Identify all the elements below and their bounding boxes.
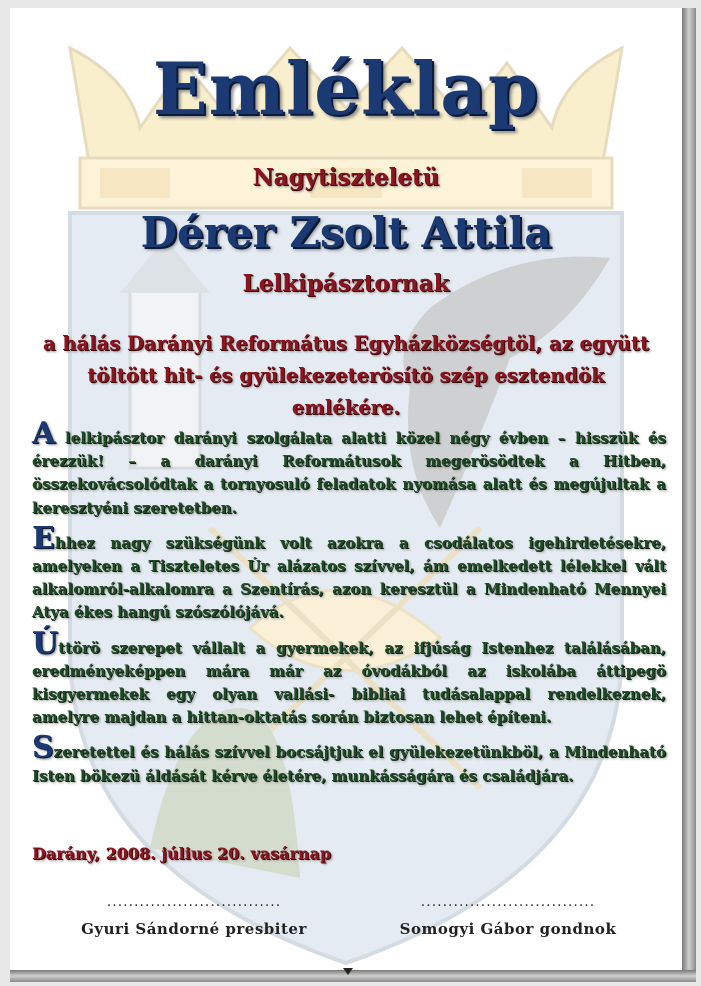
body-paragraph xyxy=(32,730,666,787)
body-paragraph xyxy=(32,625,666,730)
drop-cap: A xyxy=(32,416,56,451)
body-paragraph xyxy=(32,416,666,520)
signatory-right: Somogyi Gábor gondnok xyxy=(399,920,617,938)
signature-line-left: ................................ xyxy=(106,894,282,910)
arrow-down-icon xyxy=(343,968,353,975)
honorific-line: Nagytiszteletü xyxy=(252,164,440,191)
paragraph-text: ttörö szerepet vállalt a gyermekek, az ifjúság Istenhez találásában, eredményeképpen mára már az óvodákból az iskolába áttipegö kisgyermekek egy olyan vallási- bibliai tudásalappal rendelkeznek, amelyre majdan a hittan-oktatás során biztosan lehet építeni. xyxy=(32,638,666,727)
body-paragraph xyxy=(32,520,666,625)
drop-cap: Ú xyxy=(32,625,59,661)
dedication-text: a hálás Darányi Református Egyházközségtöl, az együtt töltött hit- és gyülekezeterösítö szép esztendök emlékére. xyxy=(42,332,650,419)
paragraph-text: hhez nagy szükségünk volt azokra a csodálatos igehirdetésekre, amelyeken a Tiszteletes Úr alázatos szívvel, ám emelkedett lélekkel vált alkalomról-alkalomra a Szentírás, azon keresztül a Mindenható Mennyei Atya ékes hangú szószólójává. xyxy=(32,533,666,622)
drop-cap: E xyxy=(32,520,55,556)
frame-bevel-bottom xyxy=(10,970,696,982)
date-line: Darány, 2008. július 20. vasárnap xyxy=(32,844,332,863)
certificate-title: Emléklap xyxy=(152,46,540,131)
paragraph-text: lelkipásztor darányi szolgálata alatti közel négy évben – hisszük és érezzük! – a darányi Reformátusok megerösödtek a Hitben, összekovácsolódtak a tornyosuló feladatok nyomása alatt és megújultak a keresztyéni szeretetben. xyxy=(32,429,666,517)
recipient-name: Dérer Zsolt Attila xyxy=(140,208,552,257)
frame-bevel-right xyxy=(682,8,696,970)
paragraph-text: zeretettel és hálás szívvel bocsájtjuk el gyülekezetünkböl, a Mindenható Isten bökezü áldását kérve életére, munkásságára és családjára. xyxy=(32,743,666,785)
signature-line-right: ................................ xyxy=(420,894,596,910)
certificate-page xyxy=(10,8,682,970)
signatory-left: Gyuri Sándorné presbiter xyxy=(81,920,307,938)
recipient-role: Lelkipásztornak xyxy=(242,270,450,297)
drop-cap: S xyxy=(32,730,54,766)
certificate-body xyxy=(32,416,666,797)
